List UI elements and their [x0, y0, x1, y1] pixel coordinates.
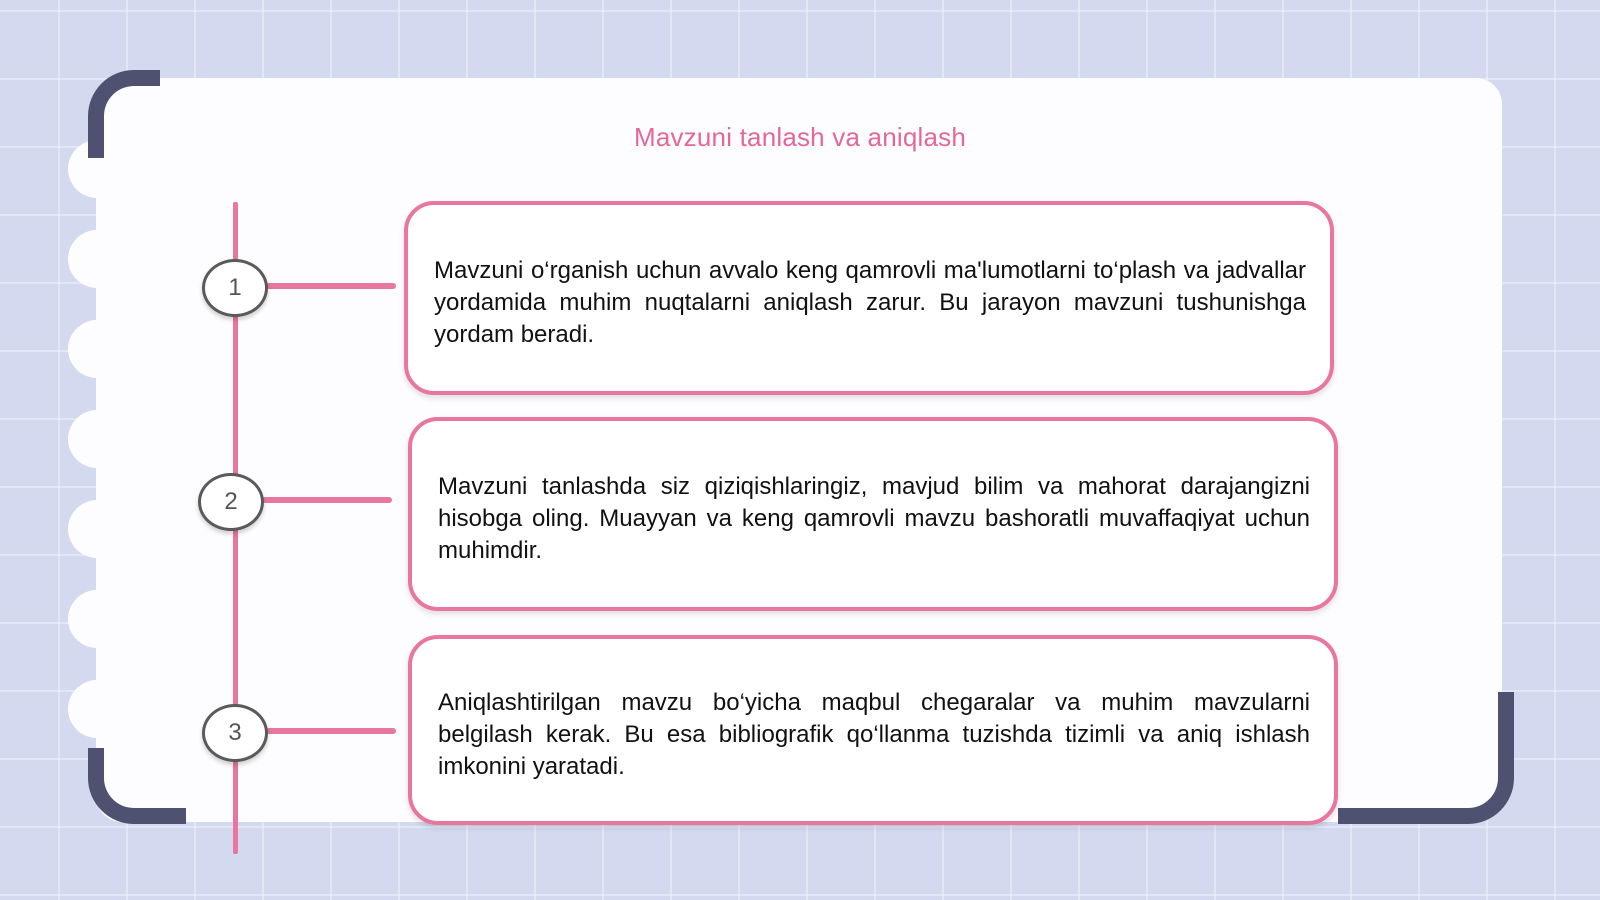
paper-scallop [68, 590, 126, 648]
paper-scallop [68, 500, 126, 558]
step-card [408, 417, 1338, 611]
corner-bracket-bottom-right [1338, 692, 1514, 824]
paper-scallop [68, 410, 126, 468]
step-card [408, 635, 1338, 825]
slide-title: Mavzuni tanlash va aniqlash [633, 122, 967, 152]
step-number-badge: 1 [202, 259, 268, 317]
paper-scallop [68, 680, 126, 738]
paper-scallop [68, 230, 126, 288]
step-number-badge: 3 [202, 704, 268, 762]
corner-bracket-bottom-left [88, 748, 186, 824]
step-card-text: Mavzuni o‘rganish uchun avvalo keng qamrovli ma'lumotlarni to‘plash va jadvallar yordamida muhim nuqtalarni aniqlash zarur. Bu jarayon mavzuni tushunishga yordam beradi. [434, 257, 1306, 348]
step-connector [262, 497, 392, 503]
step-connector [266, 728, 396, 734]
step-card-text: Mavzuni tanlashda siz qiziqishlaringiz, mavjud bilim va mahorat darajangizni hisobga oling. Muayyan va keng qamrovli mavzu bashoratli muvaffaqiyat uchun muhimdir. [438, 473, 1310, 564]
step-card-text: Aniqlashtirilgan mavzu bo‘yicha maqbul chegaralar va muhim mavzularni belgilash kerak. Bu esa bibliografik qo‘llanma tuzishda tizimli va aniq ishlash imkonini yaratadi. [438, 689, 1310, 780]
step-card [404, 201, 1334, 395]
step-connector [266, 283, 396, 289]
paper-scallop [68, 320, 126, 378]
step-number-badge: 2 [198, 473, 264, 531]
